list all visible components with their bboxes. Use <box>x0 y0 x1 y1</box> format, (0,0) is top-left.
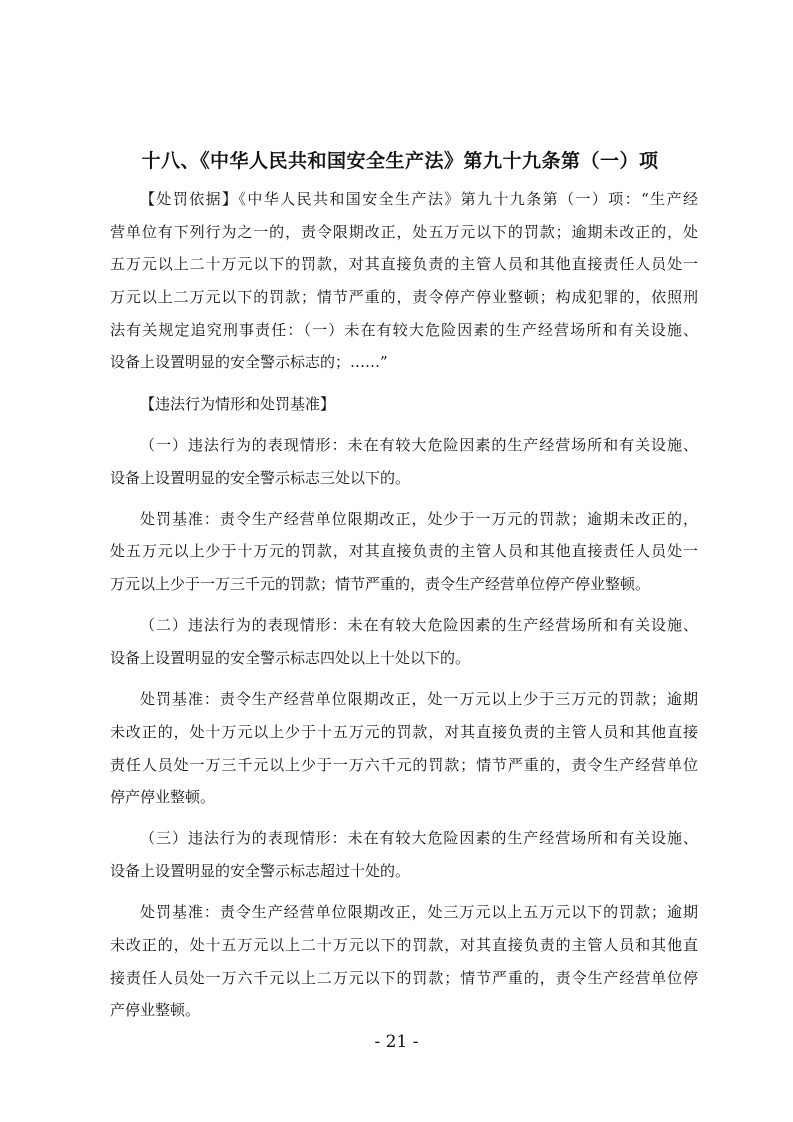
case-2-situation-paragraph <box>110 609 698 674</box>
case-3-situation-paragraph <box>110 822 698 887</box>
penalty-basis-paragraph <box>110 183 698 379</box>
paragraph-line: 【处罚依据】《中华人民共和国安全生产法》第九十九条第（一）项：“生产经 <box>140 190 698 208</box>
paragraph-line: 处罚基准：责令生产经营单位限期改正，处少于一万元的罚款；逾期未改正的， <box>140 509 698 528</box>
paragraph-line: 设备上设置明显的安全警示标志四处以上十处以下的。 <box>110 648 471 667</box>
paragraph-line: 处五万元以上少于十万元的罚款，对其直接负责的主管人员和其他直接责任人员处一 <box>110 542 698 561</box>
case-3-penalty-paragraph <box>110 896 698 1027</box>
paragraph-line: 五万元以上二十万元以下的罚款，对其直接负责的主管人员和其他直接责任人员处一 <box>110 255 698 274</box>
paragraph-line: 产停业整顿。 <box>110 1001 201 1020</box>
paragraph-line: 法有关规定追究刑事责任：（一）未在有较大危险因素的生产经营场所和有关设施、 <box>110 320 698 339</box>
paragraph-line: 设备上设置明显的安全警示标志的；……” <box>110 353 388 372</box>
page-number: - 21 - <box>374 1032 419 1052</box>
paragraph-line: 接责任人员处一万六千元以上二万元以下的罚款；情节严重的，责令生产经营单位停 <box>110 968 698 987</box>
case-1-penalty-paragraph <box>110 503 698 601</box>
paragraph-line: （二）违法行为的表现情形：未在有较大危险因素的生产经营场所和有关设施、 <box>140 616 698 635</box>
paragraph-line: 未改正的，处十万元以上少于十五万元的罚款，对其直接负责的主管人员和其他直接 <box>110 722 698 741</box>
paragraph-line: 设备上设置明显的安全警示标志三处以下的。 <box>110 468 411 487</box>
paragraph-line: 营单位有下列行为之一的，责令限期改正，处五万元以下的罚款；逾期未改正的，处 <box>110 222 698 241</box>
document-body <box>110 183 698 1027</box>
paragraph-line: 未改正的，处十五万元以上二十万元以下的罚款，对其直接负责的主管人员和其他直 <box>110 935 698 954</box>
paragraph-line: 万元以上二万元以下的罚款；情节严重的，责令停产停业整顿；构成犯罪的，依照刑 <box>110 288 698 307</box>
case-1-situation-paragraph <box>110 429 698 494</box>
paragraph-line: （三）违法行为的表现情形：未在有较大危险因素的生产经营场所和有关设施、 <box>140 829 698 848</box>
paragraph-line: 万元以上少于一万三千元的罚款；情节严重的，责令生产经营单位停产停业整顿。 <box>110 575 651 594</box>
paragraph-line: （一）违法行为的表现情形：未在有较大危险因素的生产经营场所和有关设施、 <box>140 435 698 454</box>
paragraph-line: 设备上设置明显的安全警示标志超过十处的。 <box>110 862 411 881</box>
paragraph-line: 处罚基准：责令生产经营单位限期改正，处三万元以上五万元以下的罚款；逾期 <box>140 903 698 922</box>
paragraph-line: 责任人员处一万三千元以上少于一万六千元的罚款；情节严重的，责令生产经营单位 <box>110 755 698 774</box>
section-heading: 【违法行为情形和处罚基准】 <box>140 394 336 413</box>
case-2-penalty-paragraph <box>110 683 698 814</box>
paragraph-line: 停产停业整顿。 <box>110 788 216 807</box>
paragraph-line: 处罚基准：责令生产经营单位限期改正，处一万元以上少于三万元的罚款；逾期 <box>140 690 698 709</box>
article-title: 十八、《中华人民共和国安全生产法》第九十九条第（一）项 <box>141 150 659 172</box>
